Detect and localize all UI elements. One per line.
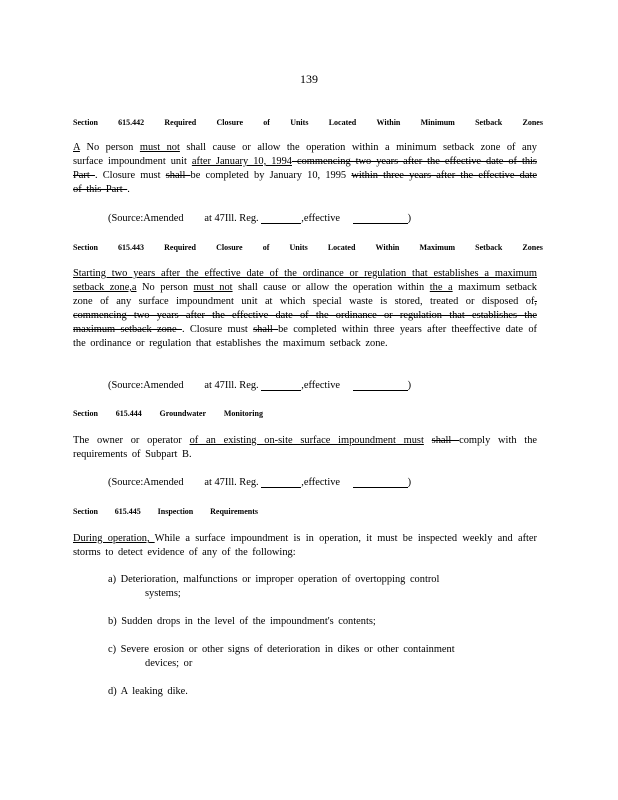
page-number: 139: [300, 72, 318, 86]
section-heading-615-443: Section 615.443 Required Closure of Units Located Within Maximum Setback Zones: [73, 243, 543, 252]
section-heading-615-444: Section 615.444 Groundwater Monitoring: [73, 409, 263, 418]
list-item: b) Sudden drops in the level of the impoundment's contents;: [108, 616, 376, 627]
source-note-615-443: (Source:Amended at 47Ill. Reg. ,effective ): [108, 380, 412, 391]
paragraph-615-442: A No person must not shall cause or allow the operation within a minimum setback zone of any surface impoundment unit after January 10, 1994 commencing two years after the effective date of this Part . Closure must shall be completed by January 10, 1995 within three years after the effective date of this Part .: [73, 142, 537, 195]
section-heading-615-445: Section 615.445 Inspection Requirements: [73, 507, 258, 516]
paragraph-615-445: During operation, While a surface impoundment is in operation, it must be inspected weekly and after storms to detect evidence of any of the following:: [73, 533, 537, 558]
date-blank: [353, 379, 408, 391]
source-note-615-444: (Source:Amended at 47Ill. Reg. ,effective ): [108, 477, 412, 488]
volume-blank: [261, 212, 301, 224]
paragraph-615-443: Starting two years after the effective date of the ordinance or regulation that establishes a maximum setback zone,a No person must not shall cause or allow the operation within the a maximum setback zone of any surface impoundment unit at which special waste is stored, treated or disposed of, commencing two years after the effective date of the ordinance or regulation that establishes the maximum setback zone . Closure must shall be completed within three years after theeffective date of the ordinance or regulation that establishes the maximum setback zone.: [73, 268, 537, 349]
source-note-615-442: (Source:Amended at 47Ill. Reg. ,effective ): [108, 213, 412, 224]
paragraph-615-444: The owner or operator of an existing on-site surface impoundment must shall comply with the requirements of Subpart B.: [73, 435, 538, 460]
volume-blank: [261, 476, 301, 488]
volume-blank: [261, 379, 301, 391]
list-item: c) Severe erosion or other signs of deterioration in dikes or other containment devices; or: [108, 644, 455, 669]
section-heading-615-442: Section 615.442 Required Closure of Units Located Within Minimum Setback Zones: [73, 118, 543, 127]
list-item: a) Deterioration, malfunctions or improper operation of overtopping control systems;: [108, 574, 440, 599]
date-blank: [353, 476, 408, 488]
list-item: d) A leaking dike.: [108, 686, 188, 697]
date-blank: [353, 212, 408, 224]
